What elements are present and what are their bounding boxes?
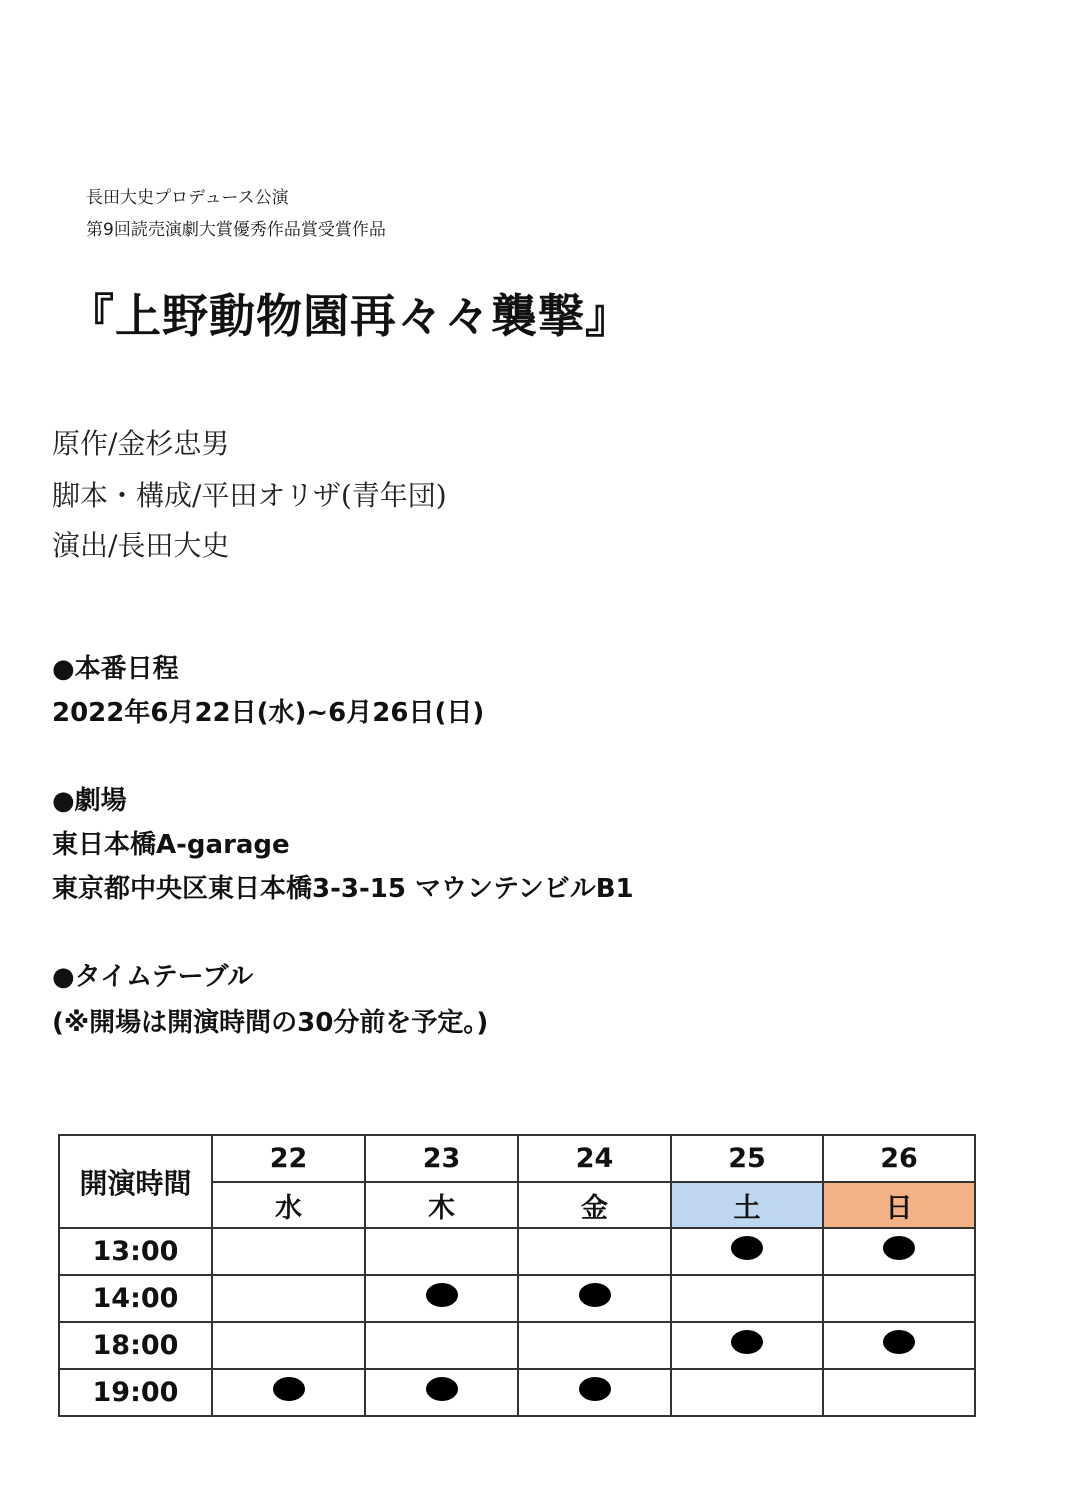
show-cell bbox=[212, 1369, 365, 1416]
performance-dot bbox=[731, 1236, 763, 1260]
show-cell bbox=[212, 1275, 365, 1322]
day-date: 26 bbox=[823, 1135, 975, 1182]
day-date: 23 bbox=[365, 1135, 518, 1182]
credit-script: 脚本・構成/平田オリザ(青年団) bbox=[52, 479, 447, 512]
time-label: 13:00 bbox=[59, 1228, 212, 1275]
day-date: 25 bbox=[671, 1135, 823, 1182]
weekday-label-sunday: 日 bbox=[823, 1182, 975, 1228]
show-cell bbox=[212, 1322, 365, 1369]
show-cell bbox=[365, 1228, 518, 1275]
corner-label: 開演時間 bbox=[59, 1135, 212, 1228]
weekday-label-saturday: 土 bbox=[671, 1182, 823, 1228]
show-cell bbox=[671, 1369, 823, 1416]
day-date: 24 bbox=[518, 1135, 671, 1182]
page-title: 『上野動物園再々々襲撃』 bbox=[68, 289, 632, 343]
performance-dot bbox=[426, 1283, 458, 1307]
show-cell bbox=[671, 1275, 823, 1322]
show-cell bbox=[518, 1369, 671, 1416]
time-label: 14:00 bbox=[59, 1275, 212, 1322]
venue-name: 東日本橋A-garage bbox=[52, 830, 290, 860]
performance-dot bbox=[883, 1236, 915, 1260]
performance-dot bbox=[579, 1377, 611, 1401]
show-cell bbox=[518, 1228, 671, 1275]
time-label: 19:00 bbox=[59, 1369, 212, 1416]
show-cell bbox=[518, 1322, 671, 1369]
weekday-label: 木 bbox=[365, 1182, 518, 1228]
venue-address: 東京都中央区東日本橋3-3-15 マウンテンビルB1 bbox=[52, 874, 634, 904]
producer-line: 長田大史プロデュース公演 bbox=[86, 188, 289, 208]
show-cell bbox=[671, 1228, 823, 1275]
timetable-note: (※開場は開演時間の30分前を予定。) bbox=[52, 1008, 489, 1038]
show-cell bbox=[823, 1369, 975, 1416]
schedule-dates: 2022年6月22日(水)~6月26日(日) bbox=[52, 698, 485, 728]
award-line: 第9回読売演劇大賞優秀作品賞受賞作品 bbox=[86, 220, 386, 240]
show-cell bbox=[212, 1228, 365, 1275]
timetable-heading: ●タイムテーブル bbox=[52, 962, 254, 992]
show-cell bbox=[365, 1322, 518, 1369]
weekday-label: 水 bbox=[212, 1182, 365, 1228]
weekday-label: 金 bbox=[518, 1182, 671, 1228]
show-cell bbox=[823, 1275, 975, 1322]
show-cell bbox=[823, 1228, 975, 1275]
show-cell bbox=[671, 1322, 823, 1369]
performance-dot bbox=[883, 1330, 915, 1354]
credit-original: 原作/金杉忠男 bbox=[52, 427, 230, 460]
performance-dot bbox=[731, 1330, 763, 1354]
timetable-grid bbox=[58, 1134, 976, 1417]
performance-dot bbox=[426, 1377, 458, 1401]
time-label: 18:00 bbox=[59, 1322, 212, 1369]
show-cell bbox=[365, 1275, 518, 1322]
performance-dot bbox=[579, 1283, 611, 1307]
venue-heading: ●劇場 bbox=[52, 786, 127, 816]
day-date: 22 bbox=[212, 1135, 365, 1182]
performance-dot bbox=[273, 1377, 305, 1401]
show-cell bbox=[518, 1275, 671, 1322]
credit-director: 演出/長田大史 bbox=[52, 529, 230, 562]
schedule-heading: ●本番日程 bbox=[52, 654, 179, 684]
show-cell bbox=[365, 1369, 518, 1416]
show-cell bbox=[823, 1322, 975, 1369]
